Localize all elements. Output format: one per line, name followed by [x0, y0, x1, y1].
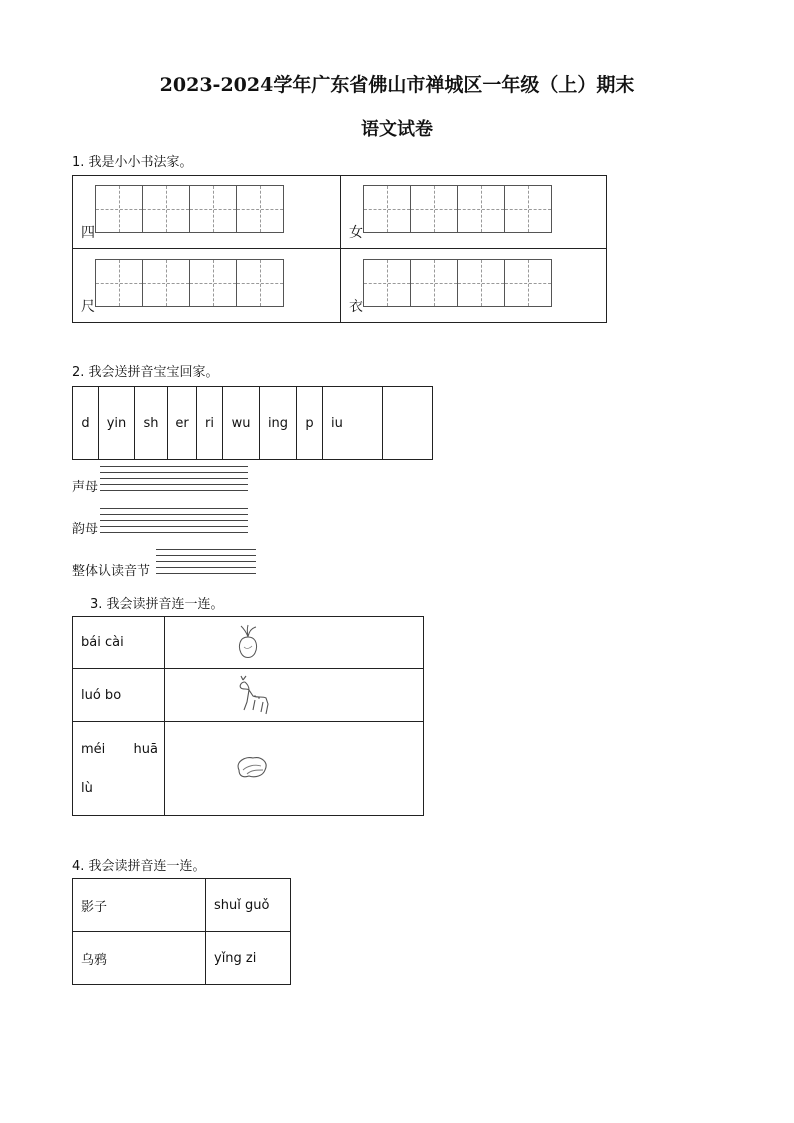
q2-pinyin-table: [72, 386, 433, 460]
q1-cell-1: [73, 176, 341, 249]
q1-char: 女: [349, 225, 363, 241]
cabbage-icon: [233, 752, 273, 782]
q1-cell-4: [341, 249, 607, 323]
page-title: 2023-2024学年广东省佛山市禅城区一年级（上）期末: [159, 74, 635, 96]
pinyin-cell: er: [168, 387, 197, 460]
label-yunmu: 韵母: [72, 522, 99, 537]
q1-writing-table: [72, 175, 607, 323]
pinyin-cell: ing: [260, 387, 297, 460]
pinyin-cell: iu: [323, 387, 383, 460]
question-4-prompt: 4. 我会读拼音连一连。: [72, 859, 206, 874]
q3-pinyin: bái cài: [73, 617, 165, 669]
q3-pinyin-multiline: [73, 722, 165, 816]
q1-cell-2: [341, 176, 607, 249]
pinyin-cell: sh: [135, 387, 168, 460]
pinyin-cell-empty: [383, 387, 433, 460]
answer-lines-shengmu[interactable]: [100, 466, 248, 496]
pinyin-cell: p: [297, 387, 323, 460]
q3-image-cell: [165, 722, 424, 816]
label-shengmu: 声母: [72, 480, 99, 495]
q4-pinyin: yǐng zi: [206, 932, 291, 985]
q3-image-cell: [165, 617, 424, 669]
q3-pinyin: méi: [81, 741, 106, 757]
q3-match-table: [72, 616, 424, 816]
page-subtitle: 语文试卷: [361, 119, 433, 140]
q4-hanzi: 乌鸦: [73, 932, 206, 985]
question-3-prompt: 3. 我会读拼音连一连。: [90, 597, 224, 612]
q4-hanzi: 影子: [73, 879, 206, 932]
deer-icon: [235, 674, 273, 716]
q4-match-table: [72, 878, 291, 985]
q4-pinyin: shuǐ guǒ: [206, 879, 291, 932]
q3-image-cell: [165, 669, 424, 722]
question-1-prompt: 1. 我是小小书法家。: [72, 155, 193, 170]
q1-char: 衣: [349, 299, 363, 315]
tianzige-grid[interactable]: [95, 185, 284, 233]
q3-pinyin: lù: [81, 780, 93, 796]
pinyin-cell: ri: [197, 387, 223, 460]
q3-pinyin: huā: [133, 741, 158, 757]
pinyin-cell: wu: [223, 387, 260, 460]
pinyin-cell: yin: [99, 387, 135, 460]
tianzige-grid[interactable]: [363, 185, 552, 233]
question-2-prompt: 2. 我会送拼音宝宝回家。: [72, 365, 219, 380]
label-zhengti: 整体认读音节: [72, 564, 151, 579]
q1-char: 尺: [81, 299, 95, 315]
pinyin-cell: d: [73, 387, 99, 460]
answer-lines-zhengti[interactable]: [156, 549, 256, 579]
q3-pinyin: luó bo: [73, 669, 165, 722]
q1-char: 四: [81, 225, 95, 241]
q1-cell-3: [73, 249, 341, 323]
radish-icon: [235, 623, 261, 661]
tianzige-grid[interactable]: [363, 259, 552, 307]
answer-lines-yunmu[interactable]: [100, 508, 248, 538]
tianzige-grid[interactable]: [95, 259, 284, 307]
